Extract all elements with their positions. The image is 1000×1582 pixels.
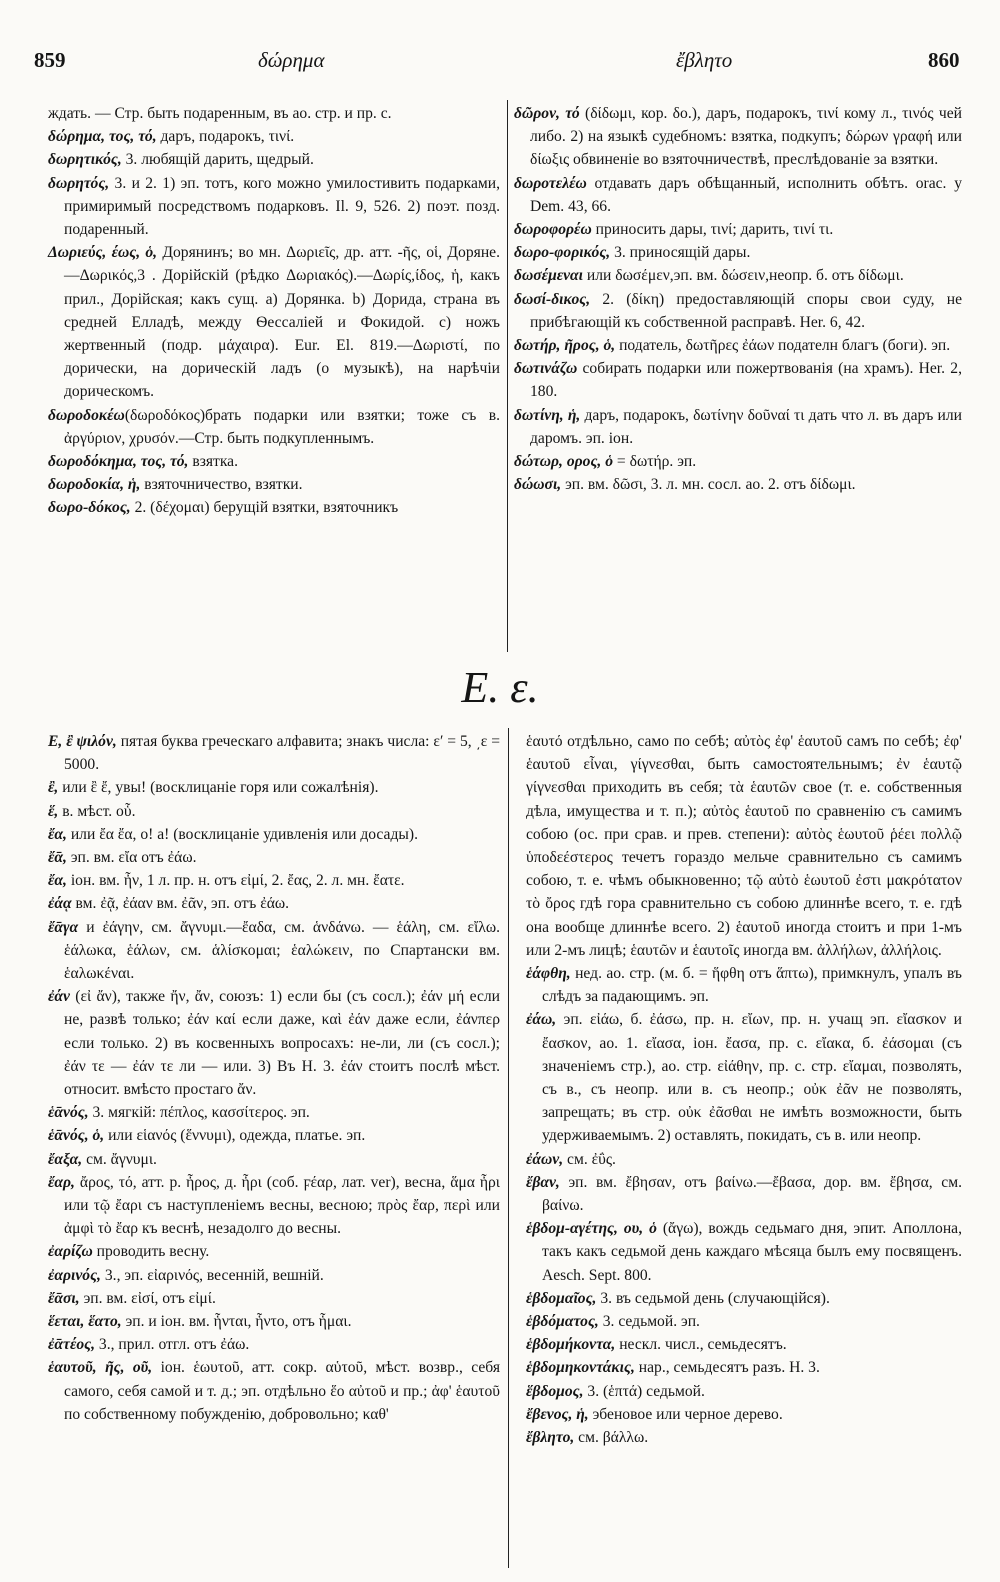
- headword: ἑαυτοῦ, ῆς, οῦ,: [48, 1359, 153, 1377]
- headword: ἑβδόματος,: [526, 1313, 599, 1331]
- headword: ἐάων,: [526, 1150, 564, 1168]
- headword: ἐαρινός,: [48, 1266, 101, 1284]
- definition: 2. (δέχομαι) берущій взятки, взяточникъ: [130, 499, 399, 517]
- dictionary-entry: [526, 730, 962, 962]
- page-number-left: 859: [34, 48, 66, 72]
- definition: 3. и 2. 1) эп. тотъ, кого можно умилостивить подарками, примиримый посредствомъ подарковъ. Il. 9, 526. 2) поэт. позд. подаренный.: [64, 174, 500, 239]
- definition: 3., прил. отгл. отъ ἐάω.: [95, 1336, 250, 1354]
- headword: ἑᾱνός, ὁ,: [48, 1127, 105, 1145]
- dictionary-entry: [48, 1171, 500, 1241]
- definition: 3. седьмой. эп.: [598, 1313, 700, 1331]
- definition: 2. (δίκη) предоставляющій споры свои суду, не прибѣгающій къ собственной расправѣ. Her. 6, 42.: [530, 290, 962, 331]
- dictionary-entry: [48, 473, 500, 496]
- definition: податель, δωτῆρες ἐάων подателн благъ (боги). эп.: [615, 337, 951, 355]
- dictionary-entry: [48, 1124, 500, 1147]
- headword: Δωριεύς, έως, ὁ,: [48, 244, 158, 262]
- headword: ἐᾱτέος,: [48, 1336, 95, 1354]
- headword: ἑβδομήκοντα,: [526, 1336, 616, 1354]
- definition: нед. ао. стр. (м. б. = ἥφθη отъ ἅπτω), примкнулъ, упалъ въ слѣдъ за падающимъ. эп.: [542, 965, 962, 1006]
- dictionary-entry: [48, 148, 500, 171]
- dictionary-entry: [514, 404, 962, 450]
- dictionary-entry: [48, 985, 500, 1101]
- dictionary-entry: [48, 1333, 500, 1356]
- definition: эбеновое или черное дерево.: [588, 1405, 783, 1423]
- dictionary-entry: [48, 496, 500, 519]
- running-head-left: δώρημα: [258, 48, 325, 72]
- dictionary-entry: [48, 776, 500, 799]
- definition: 3. мягкій: πέπλος, κασσίτερος. эп.: [88, 1104, 310, 1122]
- headword: δώωσι,: [514, 476, 562, 494]
- top-left-column: [48, 102, 500, 520]
- headword: ἔᾱγα: [48, 918, 79, 936]
- dictionary-entry: [48, 404, 500, 450]
- definition: даръ, подарокъ, δωτίνην δοῦναί τι дать что л. въ даръ или даромъ. эп. іон.: [530, 406, 962, 447]
- dictionary-entry: [48, 1240, 500, 1263]
- dictionary-entry: [526, 1171, 962, 1217]
- dictionary-entry: [514, 334, 962, 357]
- page-header: [0, 0, 1000, 70]
- headword: δωρητικός,: [48, 151, 122, 169]
- headword: δωροτελέω: [514, 174, 587, 192]
- running-head-right: ἔβλητο: [676, 48, 733, 72]
- headword: ἑβδομηκοντάκις,: [526, 1359, 635, 1377]
- headword: ἔα,: [48, 872, 67, 890]
- definition: см. βάλλω.: [574, 1429, 649, 1447]
- headword: ἐάν: [48, 988, 70, 1006]
- dictionary-entry: [514, 218, 962, 241]
- definition: приносить дары, τινί; дарить, τινί τι.: [591, 221, 834, 239]
- dictionary-entry: [514, 241, 962, 264]
- definition: = δωτήρ. эп.: [613, 453, 697, 471]
- headword: δωροδοκία, ἡ,: [48, 476, 141, 494]
- definition: эп. вм. εἴα отъ ἐάω.: [66, 849, 197, 867]
- dictionary-entry: [526, 1380, 962, 1403]
- dictionary-entry: [48, 241, 500, 403]
- definition: нескл. числ., семьдесятъ.: [615, 1336, 787, 1354]
- dictionary-entry: [514, 264, 962, 287]
- headword: δωροφορέω: [514, 221, 592, 239]
- definition: эп. вм. δῶσι, 3. л. мн. сосл. ао. 2. отъ δίδωμι.: [561, 476, 856, 494]
- headword: ἔβαν,: [526, 1173, 560, 1191]
- dictionary-entry: [526, 1008, 962, 1147]
- headword: δωσί-δικος,: [514, 290, 591, 308]
- definition: см. ἄγνυμι.: [82, 1150, 157, 1168]
- definition: вм. ἐᾷ, ἐάαν вм. ἐᾶν, эп. отъ ἐάω.: [71, 895, 290, 913]
- definition: іон. ἑωυτοῦ, атт. сокр. αὑτοῦ, мѣст. возвр., себя самого, себя самой и т. д.; эп. отдѣльно ἕο αὐτοῦ и пр.; ἀφ' ἑαυτοῦ по собственному побужденію, добровольно; καθ': [64, 1359, 500, 1423]
- section-heading: E. ε.: [461, 663, 539, 712]
- dictionary-entry: [48, 892, 500, 915]
- headword: ἔαρ,: [48, 1173, 75, 1191]
- headword: ἔα,: [48, 825, 67, 843]
- headword: δωρο-δόκος,: [48, 499, 131, 517]
- dictionary-entry: [48, 1356, 500, 1426]
- definition: эп. вм. ἔβησαν, отъ βαίνω.—ἔβασα, дор. вм. ἔβησα, см. βαίνω.: [542, 1173, 962, 1215]
- headword: ἔβλητο,: [526, 1429, 575, 1447]
- headword: ἕ,: [48, 802, 59, 820]
- headword: δωρητός,: [48, 174, 110, 192]
- headword: δωροδοκέω: [48, 406, 125, 424]
- dictionary-entry: [48, 730, 500, 776]
- dictionary-entry: [48, 800, 500, 823]
- dictionary-entry: [526, 1310, 962, 1333]
- dictionary-entry: [48, 1264, 500, 1287]
- dictionary-entry: [526, 1287, 962, 1310]
- dictionary-entry: [514, 102, 962, 172]
- headword: ἕβδομος,: [526, 1382, 584, 1400]
- headword: δωτινάζω: [514, 360, 578, 378]
- definition: ἄρος, τό, атт. р. ἦρος, д. ἦρι (соб. ϝέαρ, лат. ver), весна, ἅμα ἦρι или τῷ ἔαρι съ наступленіемъ весны, весною; πρὸς ἔαρ, περὶ или ἀμφὶ τὸ ἔαρ къ веснѣ, незадолго до весны.: [64, 1173, 500, 1238]
- definition: Дорянинъ; во мн. Δωριεῖς, др. атт. -ῆς, οἱ, Доряне.—Δωρικός,3 . Дорійскій (рѣдко Δωριακός).—Δωρίς,ίδος, ἡ, какъ прил., Дорійская; какъ сущ. a) Дорянка. b) Дорида, страна въ средней Елладѣ, между Ѳессаліей и Фокидой. c) ножъ жертвенный (подр. μάχαιρα). Eur. El. 819.—Δωριστί, по доричecки, на дорическій ладъ (о музыкѣ), на нарѣчіи дорическомъ.: [64, 244, 500, 401]
- headword: ἔᾱσι,: [48, 1289, 80, 1307]
- column-divider-bottom: [508, 728, 509, 1568]
- definition: см. ἐΰς.: [563, 1150, 616, 1168]
- definition: или ἒ ἔ, увы! (восклицаніе горя или сожалѣнія).: [58, 779, 379, 797]
- definition: 3., эп. εἰαρινός, весенній, вешній.: [100, 1266, 324, 1284]
- headword: δώτωρ, ορος, ὁ: [514, 453, 614, 471]
- dictionary-entry: [48, 823, 500, 846]
- bottom-left-column: [48, 730, 500, 1426]
- definition: в. мѣст. οὗ.: [58, 802, 136, 820]
- dictionary-entry: [48, 1310, 500, 1333]
- headword: ἕεται, ἕατο,: [48, 1313, 122, 1331]
- dictionary-entry: [48, 916, 500, 986]
- headword: ἔᾱ,: [48, 849, 67, 867]
- definition: взятка.: [188, 453, 239, 471]
- definition: іон. вм. ἦν, 1 л. пр. н. отъ εἰμί, 2. ἔας, 2. л. мн. ἔατε.: [66, 872, 405, 890]
- headword: ἐάᾳ: [48, 895, 72, 913]
- definition: пятая буква греческаго алфавита; знакъ числа: ε′ = 5, ͵ε = 5000.: [64, 733, 501, 774]
- dictionary-entry: [526, 962, 962, 1008]
- definition: отдавать даръ обѣщанный, исполнить обѣтъ. orac. y Dem. 43, 66.: [530, 174, 962, 215]
- definition: даръ, подарокъ, τινί.: [156, 128, 295, 146]
- definition: эп. εἰάω, б. ἐάσω, пр. н. εἴων, пр. н. учащ эп. εἴασκον и ἔασκον, ао. 1. εἴασα, іон. ἔασα, пр. с. εἴακα, б. ἐάσομαι (съ значеніемъ стр.), ао. стр. εἰάθην, пр. с. стр. εἴαμαι, позволять, съ в., съ неопр. или в. съ неопр.; οὐκ ἐᾶν не позволять, запрещать; въ стр. οὐκ ἐᾶσθαι не имѣть возможности, быть удерживаемымъ. 2) оставлять, покидать, съ в. или неопр.: [542, 1011, 962, 1145]
- top-right-column: [514, 102, 962, 496]
- headword: δωροδόκημα, τος, τό,: [48, 453, 189, 471]
- definition: (ἄγω), вождь седьмаго дня, эпит. Аполлона, такъ какъ седьмой день каждаго мѣсяца былъ ему посвященъ. Aesch. Sept. 800.: [542, 1220, 962, 1284]
- dictionary-entry: [48, 869, 500, 892]
- definition: нар., семьдесятъ разъ. H. 3.: [634, 1359, 820, 1377]
- definition: (δίδωμι, кор. δο.), даръ, подарокъ, τινί кому л., τινός чей либо. 2) на языкѣ судебномъ: взятка, подкупъ; δώρων γραφή или δίωξις обвиненіе во взяточничествѣ, преслѣдованіе за взятки.: [530, 105, 962, 169]
- dictionary-entry: [526, 1148, 962, 1171]
- dictionary-entry: [48, 172, 500, 242]
- dictionary-entry: [514, 288, 962, 334]
- definition: 3. приносящій дары.: [610, 244, 751, 262]
- headword: ἑβδομαῖος,: [526, 1289, 597, 1307]
- dictionary-entry: [48, 1287, 500, 1310]
- definition: или ἔα ἔα, о! а! (восклицаніе удивленія или досады).: [66, 825, 418, 843]
- headword: ἐάω,: [526, 1011, 557, 1029]
- headword: ἔαξα,: [48, 1150, 83, 1168]
- definition: и ἐάγην, см. ἄγνυμι.—ἔαδα, см. ἁνδάνω. — ἑάλη, см. εἴλω. ἑάλωκα, ἑάλων, см. ἁλίσκομαι; ἑαλώκειν, по Спартански вм. ἑαλωκέναι.: [64, 918, 500, 983]
- dictionary-entry: [514, 450, 962, 473]
- headword: δωτήρ, ῆρος, ὁ,: [514, 337, 616, 355]
- dictionary-entry: [48, 1148, 500, 1171]
- dictionary-entry: [48, 450, 500, 473]
- dictionary-entry: [526, 1356, 962, 1379]
- headword: δῶρον, τό: [514, 105, 580, 122]
- dictionary-entry: [48, 1101, 500, 1124]
- headword: δωσέμεναι: [514, 267, 584, 285]
- definition: 3. любящій дарить, щедрый.: [121, 151, 314, 169]
- definition: проводить весну.: [92, 1243, 210, 1261]
- dictionary-entry: [526, 1403, 962, 1426]
- headword: ἑᾱνός,: [48, 1104, 89, 1122]
- definition: взяточничество, взятки.: [140, 476, 303, 494]
- headword: δώρημα, τος, τό,: [48, 128, 157, 146]
- headword: δωρο-φορικός,: [514, 244, 611, 262]
- headword: ἑάφθη,: [526, 965, 571, 983]
- definition: или δωσέμεν,эп. вм. δώσειν,неопр. б. отъ δίδωμι.: [583, 267, 904, 285]
- headword: E, ἒ ψιλόν,: [48, 733, 117, 750]
- dictionary-entry: [526, 1217, 962, 1287]
- dictionary-entry: [526, 1333, 962, 1356]
- headword: ἐαρίζω: [48, 1243, 93, 1261]
- definition: 3. (ἑπτά) седьмой.: [583, 1382, 705, 1400]
- dictionary-entry: [514, 357, 962, 403]
- dictionary-entry: [48, 125, 500, 148]
- headword: δωτίνη, ἡ,: [514, 406, 581, 424]
- dictionary-entry: [514, 473, 962, 496]
- definition: (δωροδόκος)брать подарки или взятки; тоже съ в. ἀργύριον, χρυσόν.—Стр. быть подкупленнымъ.: [64, 406, 500, 447]
- headword: ἒ,: [48, 779, 59, 797]
- definition: ждать. — Стр. быть подаренным, въ ао. стр. и пр. с.: [48, 105, 392, 122]
- dictionary-entry: [48, 102, 500, 125]
- definition: эп. и іон. вм. ἧνται, ἧντο, отъ ἧμαι.: [121, 1313, 352, 1331]
- definition: 3. въ седьмой день (случающійся).: [596, 1289, 830, 1307]
- dictionary-entry: [526, 1426, 962, 1449]
- definition: собирать подарки или пожертвованія (на храмъ). Her. 2, 180.: [530, 360, 962, 401]
- definition: (εἰ ἄν), также ἤν, ἄν, союзъ: 1) если бы (съ сосл.); ἐάν μή если не, развѣ только; ἐάν καί если даже, καὶ ἐάν даже если, ἐάνπερ если только. 2) въ косвенныхъ вопросахъ: не-ли, ли (съ сосл.); ἐάν τε — ἐάν τε ли — или. 3) Въ H. 3. ἐάν стоитъ послѣ мѣст. относит. вмѣсто простаго ἄν.: [64, 988, 500, 1099]
- page-number-right: 860: [928, 48, 960, 72]
- definition: ἑαυτό отдѣльно, само по себѣ; αὐτὸς ἐφ' ἑαυτοῦ самъ по себѣ; ἐφ' ἑαυτοῦ εἶναι, γίγνεσθαι, быть самостоятельнымъ; ἐν ἑαυτῷ γίγνεσθαι приходить въ себя; τὰ ἑαυτῶν свое (т. е. собственныя дѣла, имущества и т. п.); αὐτὸς ἑαυτοῦ по сравненію съ самимъ собою (ос. при срав. и прев. степени): αὐτὸς ἑωυτοῦ ῥέει πολλῷ ὑποδεέστερος течетъ гораздо мельче сравнительно съ самимъ собою, т. е. чѣмъ обыкновенно; τῷ αὐτὸ ἑωυτοῦ ἐστι μακρότατον τὸ ὄρος гдѣ гора сравнительно съ собою длиннѣе всего, т. е. гдѣ она вообще длиннѣе всего. 2) ἑαυτοῦ иногда стоитъ и при 1-мъ или 2-мъ лицѣ; ἑαυτῶν и ἑαυτοῖς иногда вм. ἀλλήλων, ἀλλήλοις.: [526, 733, 962, 959]
- headword: ἑβδομ-αγέτης, ου, ὁ: [526, 1220, 657, 1238]
- column-divider-top: [507, 100, 508, 652]
- definition: или εἱανός (ἕννυμι), одежда, платье. эп.: [104, 1127, 366, 1145]
- headword: ἔβενος, ἡ,: [526, 1405, 589, 1423]
- dictionary-entry: [514, 172, 962, 218]
- bottom-right-column: [526, 730, 962, 1449]
- dictionary-entry: [48, 846, 500, 869]
- definition: эп. вм. εἰσί, отъ εἰμί.: [79, 1289, 216, 1307]
